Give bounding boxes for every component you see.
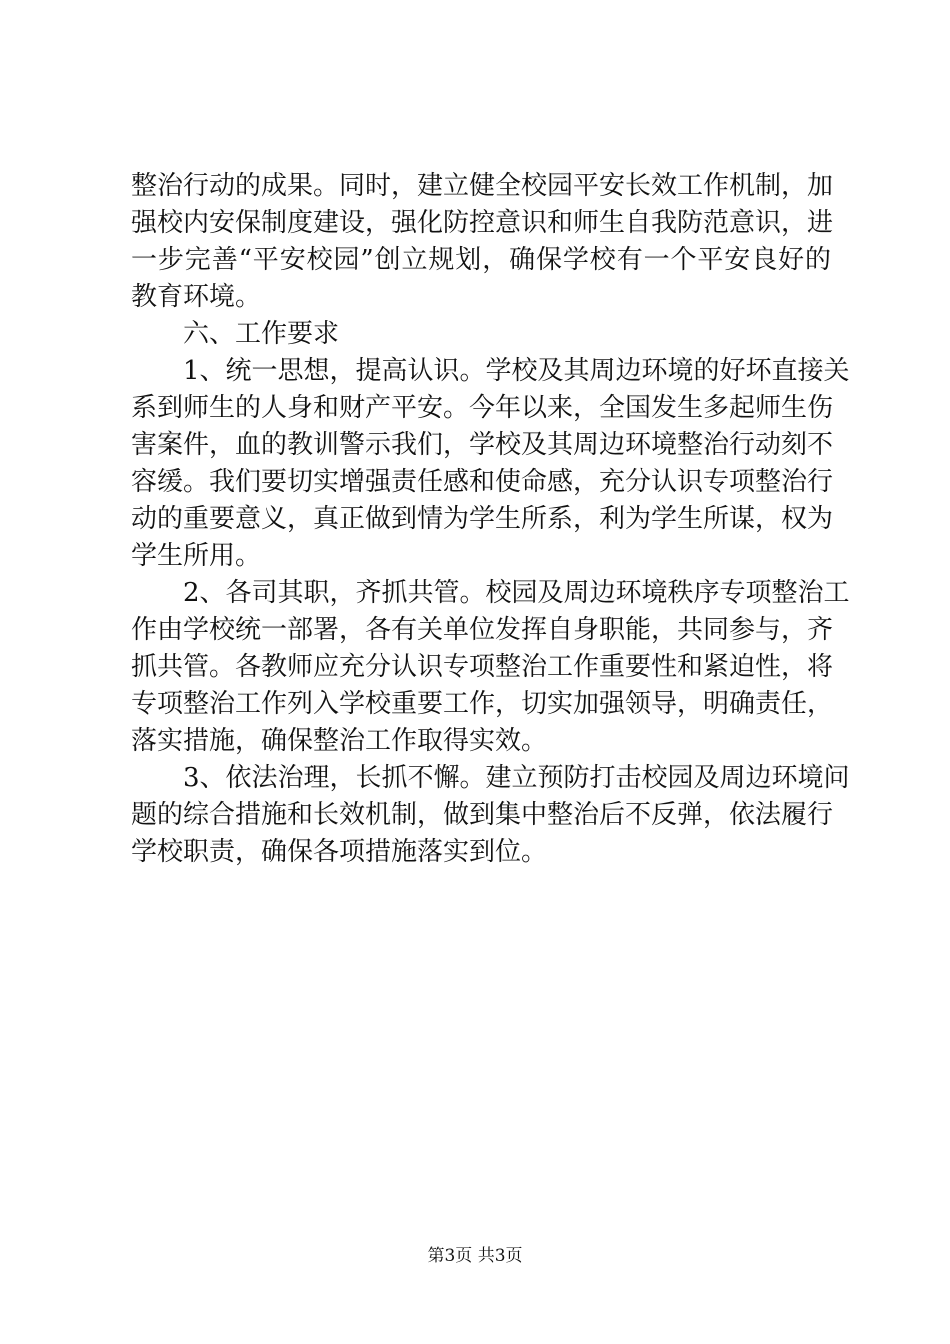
text-line: 学生所用。 [131, 541, 262, 571]
text-line: 1、统一思想，提高认识。学校及其周边环境的好坏直接关 [183, 356, 850, 386]
text-line: 动的重要意义，真正做到情为学生所系，利为学生所谋，权为 [131, 504, 834, 534]
text-line: 题的综合措施和长效机制，做到集中整治后不反弹，依法履行 [131, 800, 834, 830]
text-line: 整治行动的成果。同时，建立健全校园平安长效工作机制，加 [131, 171, 834, 201]
paragraph-item-3 [131, 760, 850, 871]
text-line: 作由学校统一部署，各有关单位发挥自身职能，共同参与，齐 [131, 615, 834, 645]
text-line: 抓共管。各教师应充分认识专项整治工作重要性和紧迫性，将 [131, 652, 834, 682]
text-line: 3、依法治理，长抓不懈。建立预防打击校园及周边环境问 [183, 763, 850, 793]
page-number-label: 第3页 共3页 [427, 1246, 523, 1266]
text-line: 专项整治工作列入学校重要工作，切实加强领导，明确责任， [131, 689, 834, 719]
document-body [131, 168, 850, 871]
heading-text: 六、工作要求 [183, 319, 340, 349]
section-heading [131, 316, 831, 353]
page-footer [0, 1245, 950, 1267]
text-line: 学校职责，确保各项措施落实到位。 [131, 837, 548, 867]
text-line: 一步完善“平安校园”创立规划，确保学校有一个平安良好的 [131, 245, 831, 275]
text-line: 教育环境。 [131, 282, 262, 312]
text-line: 落实措施，确保整治工作取得实效。 [131, 726, 548, 756]
paragraph-item-1 [131, 353, 850, 575]
paragraph-continuation [131, 168, 834, 316]
text-line: 强校内安保制度建设，强化防控意识和师生自我防范意识，进 [131, 208, 834, 238]
text-line: 害案件，血的教训警示我们，学校及其周边环境整治行动刻不 [131, 430, 834, 460]
text-line: 系到师生的人身和财产平安。今年以来，全国发生多起师生伤 [131, 393, 834, 423]
paragraph-item-2 [131, 575, 850, 760]
text-line: 容缓。我们要切实增强责任感和使命感，充分认识专项整治行 [131, 467, 834, 497]
text-line: 2、各司其职，齐抓共管。校园及周边环境秩序专项整治工 [183, 578, 850, 608]
